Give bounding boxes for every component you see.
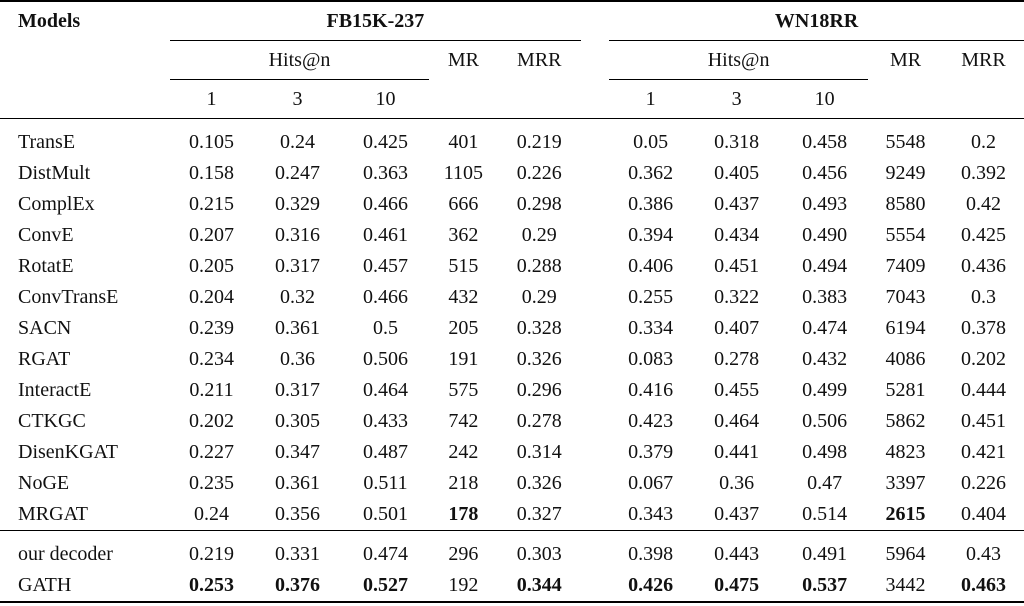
metric-cell: 0.278	[714, 348, 760, 370]
metric-cell: 0.392	[960, 162, 1006, 184]
model-name-cell: SACN	[18, 317, 72, 339]
model-name-cell: RotatE	[18, 255, 74, 277]
metric-cell: 0.432	[802, 348, 848, 370]
model-name-cell: CTKGC	[18, 410, 86, 432]
metric-cell: 192	[429, 570, 498, 602]
table-row	[0, 127, 1024, 158]
metric-cell: 0.298	[516, 193, 562, 215]
metric-cell: 0.316	[274, 224, 320, 246]
metric-cell: 0.437	[714, 193, 760, 215]
metric-cell: 0.378	[960, 317, 1006, 339]
n10-header-wn: 10	[781, 80, 868, 119]
metric-cell: 0.490	[802, 224, 848, 246]
model-name-cell: RGAT	[18, 348, 71, 370]
metric-cell: 4823	[885, 441, 926, 463]
metric-cell: 296	[448, 543, 479, 565]
metric-cell: 0.443	[714, 543, 760, 565]
metric-cell: 0.379	[628, 441, 674, 463]
table-row	[0, 499, 1024, 531]
metric-cell: 0.421	[960, 441, 1006, 463]
dataset-header-fb15k237: FB15K-237	[170, 1, 581, 41]
metric-cell: 0.451	[960, 410, 1006, 432]
metric-cell: 0.328	[516, 317, 562, 339]
metric-cell: 5281	[885, 379, 926, 401]
metric-cell: 0.423	[628, 410, 674, 432]
metric-cell: 0.506	[362, 348, 408, 370]
metric-cell: 0.361	[274, 472, 320, 494]
mrr-header-wn: MRR	[943, 41, 1024, 80]
table-row	[0, 570, 1024, 602]
metric-cell: 0.425	[362, 131, 408, 153]
metric-cell: 0.29	[521, 224, 557, 246]
metric-cell: 0.234	[188, 348, 234, 370]
metric-cell: 0.441	[714, 441, 760, 463]
metric-cell: 0.458	[802, 131, 848, 153]
metric-cell: 0.376	[253, 570, 342, 602]
metric-cell: 7043	[885, 286, 926, 308]
metric-cell: 0.457	[362, 255, 408, 277]
metric-cell: 0.326	[516, 472, 562, 494]
metric-cell: 0.207	[188, 224, 234, 246]
metric-cell: 0.205	[188, 255, 234, 277]
header-row-metrics	[0, 41, 1024, 80]
metric-cell: 178	[448, 503, 479, 525]
metric-cell: 0.288	[516, 255, 562, 277]
table-row	[0, 539, 1024, 570]
metric-cell: 0.407	[714, 317, 760, 339]
metric-cell: 0.219	[516, 131, 562, 153]
metric-cell: 432	[448, 286, 479, 308]
metric-cell: 3397	[885, 472, 926, 494]
metric-cell: 0.347	[274, 441, 320, 463]
metric-cell: 3442	[868, 570, 943, 602]
metric-cell: 0.501	[362, 503, 408, 525]
metric-cell: 0.487	[362, 441, 408, 463]
metric-cell: 0.436	[960, 255, 1006, 277]
metric-cell: 0.394	[628, 224, 674, 246]
metric-cell: 0.498	[802, 441, 848, 463]
table-row	[0, 313, 1024, 344]
model-name-cell: ConvE	[18, 224, 74, 246]
metric-cell: 0.475	[692, 570, 781, 602]
metric-cell: 0.2	[970, 131, 996, 153]
metric-cell: 0.331	[274, 543, 320, 565]
metric-cell: 0.24	[279, 131, 315, 153]
metric-cell: 5964	[885, 543, 926, 565]
table-row	[0, 158, 1024, 189]
metric-cell: 0.3	[970, 286, 996, 308]
metric-cell: 0.226	[960, 472, 1006, 494]
metric-cell: 0.344	[498, 570, 581, 602]
metric-cell: 0.327	[516, 503, 562, 525]
metric-cell: 0.36	[279, 348, 315, 370]
metric-cell: 0.255	[628, 286, 674, 308]
metric-cell: 9249	[885, 162, 926, 184]
n3-header-wn: 3	[692, 80, 781, 119]
metric-cell: 0.47	[807, 472, 843, 494]
table-row	[0, 406, 1024, 437]
metric-cell: 0.474	[802, 317, 848, 339]
metric-cell: 0.383	[802, 286, 848, 308]
metric-cell: 0.356	[274, 503, 320, 525]
model-name-cell: TransE	[18, 131, 76, 153]
metric-cell: 0.426	[609, 570, 692, 602]
metric-cell: 0.43	[965, 543, 1001, 565]
metric-cell: 0.494	[802, 255, 848, 277]
metric-cell: 0.083	[628, 348, 674, 370]
metric-cell: 0.362	[628, 162, 674, 184]
metric-cell: 0.317	[274, 379, 320, 401]
metric-cell: 5548	[885, 131, 926, 153]
metric-cell: 0.437	[714, 503, 760, 525]
metric-cell: 0.42	[965, 193, 1001, 215]
metric-cell: 0.24	[193, 503, 229, 525]
metric-cell: 5554	[885, 224, 926, 246]
metric-cell: 6194	[885, 317, 926, 339]
metric-cell: 0.455	[714, 379, 760, 401]
metric-cell: 4086	[885, 348, 926, 370]
metric-cell: 0.433	[362, 410, 408, 432]
metric-cell: 0.506	[802, 410, 848, 432]
n3-header-fb: 3	[253, 80, 342, 119]
table-row	[0, 220, 1024, 251]
metric-cell: 0.158	[188, 162, 234, 184]
metric-cell: 0.226	[516, 162, 562, 184]
model-name-cell: MRGAT	[18, 503, 89, 525]
metric-cell: 0.227	[188, 441, 234, 463]
dataset-header-wn18rr: WN18RR	[609, 1, 1024, 41]
metric-cell: 742	[448, 410, 479, 432]
model-name-cell: ComplEx	[18, 193, 95, 215]
model-name-cell: NoGE	[18, 472, 70, 494]
metric-cell: 0.202	[960, 348, 1006, 370]
metric-cell: 0.32	[279, 286, 315, 308]
hits-header-wn: Hits@n	[609, 41, 868, 80]
metric-cell: 0.511	[363, 472, 408, 494]
metric-cell: 0.527	[342, 570, 429, 602]
table-body	[0, 119, 1024, 603]
metric-cell: 0.253	[170, 570, 253, 602]
metric-cell: 5862	[885, 410, 926, 432]
metric-cell: 0.105	[188, 131, 234, 153]
model-name-cell: GATH	[0, 570, 170, 602]
metric-cell: 0.499	[802, 379, 848, 401]
model-name-cell: ConvTransE	[18, 286, 119, 308]
metric-cell: 0.343	[628, 503, 674, 525]
metric-cell: 0.05	[633, 131, 669, 153]
metric-cell: 575	[448, 379, 479, 401]
metric-cell: 0.461	[362, 224, 408, 246]
table-row	[0, 282, 1024, 313]
metric-cell: 205	[448, 317, 479, 339]
metric-cell: 0.202	[188, 410, 234, 432]
metric-cell: 0.334	[628, 317, 674, 339]
metric-cell: 0.464	[714, 410, 760, 432]
metric-cell: 0.322	[714, 286, 760, 308]
model-name-cell: DisenKGAT	[18, 441, 118, 463]
metric-cell: 0.303	[516, 543, 562, 565]
metric-cell: 0.466	[362, 193, 408, 215]
metric-cell: 362	[448, 224, 479, 246]
metric-cell: 0.363	[362, 162, 408, 184]
metric-cell: 191	[448, 348, 479, 370]
model-name-cell: DistMult	[18, 162, 91, 184]
metric-cell: 0.318	[714, 131, 760, 153]
metric-cell: 0.329	[274, 193, 320, 215]
table-row	[0, 468, 1024, 499]
row-spacer	[0, 531, 1024, 540]
header-row-n	[0, 80, 1024, 119]
metric-cell: 0.219	[188, 543, 234, 565]
metric-cell: 0.386	[628, 193, 674, 215]
metric-cell: 1105	[443, 162, 484, 184]
metric-cell: 0.204	[188, 286, 234, 308]
model-name-cell: InteractE	[18, 379, 92, 401]
table-row	[0, 344, 1024, 375]
metric-cell: 0.247	[274, 162, 320, 184]
n1-header-fb: 1	[170, 80, 253, 119]
metric-cell: 0.36	[719, 472, 755, 494]
metric-cell: 8580	[885, 193, 926, 215]
row-spacer	[0, 119, 1024, 128]
metric-cell: 0.5	[372, 317, 398, 339]
metric-cell: 0.305	[274, 410, 320, 432]
metric-cell: 0.404	[960, 503, 1006, 525]
metric-cell: 401	[448, 131, 479, 153]
mrr-header-fb: MRR	[498, 41, 581, 80]
metric-cell: 0.317	[274, 255, 320, 277]
metric-cell: 0.416	[628, 379, 674, 401]
metric-cell: 0.537	[781, 570, 868, 602]
metric-cell: 0.444	[960, 379, 1006, 401]
metric-cell: 0.425	[960, 224, 1006, 246]
metric-cell: 2615	[885, 503, 926, 525]
metric-cell: 0.451	[714, 255, 760, 277]
metric-cell: 0.463	[943, 570, 1024, 602]
metric-cell: 0.434	[714, 224, 760, 246]
metric-cell: 0.361	[274, 317, 320, 339]
mr-header-fb: MR	[429, 41, 498, 80]
metric-cell: 0.456	[802, 162, 848, 184]
metric-cell: 666	[448, 193, 479, 215]
metric-cell: 0.405	[714, 162, 760, 184]
metric-cell: 0.215	[188, 193, 234, 215]
model-name-cell: our decoder	[18, 543, 113, 565]
metric-cell: 0.491	[802, 543, 848, 565]
metric-cell: 0.239	[188, 317, 234, 339]
header-row-datasets	[0, 1, 1024, 41]
metric-cell: 0.314	[516, 441, 562, 463]
n10-header-fb: 10	[342, 80, 429, 119]
metric-cell: 0.474	[362, 543, 408, 565]
table-row	[0, 437, 1024, 468]
n1-header-wn: 1	[609, 80, 692, 119]
hits-header-fb: Hits@n	[170, 41, 429, 80]
metric-cell: 0.326	[516, 348, 562, 370]
mr-header-wn: MR	[868, 41, 943, 80]
metric-cell: 0.464	[362, 379, 408, 401]
table-row	[0, 251, 1024, 282]
metric-cell: 0.211	[189, 379, 234, 401]
metric-cell: 7409	[885, 255, 926, 277]
metric-cell: 0.406	[628, 255, 674, 277]
metric-cell: 0.278	[516, 410, 562, 432]
models-header: Models	[0, 1, 170, 41]
metric-cell: 0.29	[521, 286, 557, 308]
metric-cell: 0.296	[516, 379, 562, 401]
metric-cell: 0.514	[802, 503, 848, 525]
table-row	[0, 189, 1024, 220]
metric-cell: 0.067	[628, 472, 674, 494]
metric-cell: 515	[448, 255, 479, 277]
metric-cell: 242	[448, 441, 479, 463]
metric-cell: 0.493	[802, 193, 848, 215]
table-row	[0, 375, 1024, 406]
metric-cell: 0.466	[362, 286, 408, 308]
metric-cell: 0.398	[628, 543, 674, 565]
metric-cell: 218	[448, 472, 479, 494]
metric-cell: 0.235	[188, 472, 234, 494]
